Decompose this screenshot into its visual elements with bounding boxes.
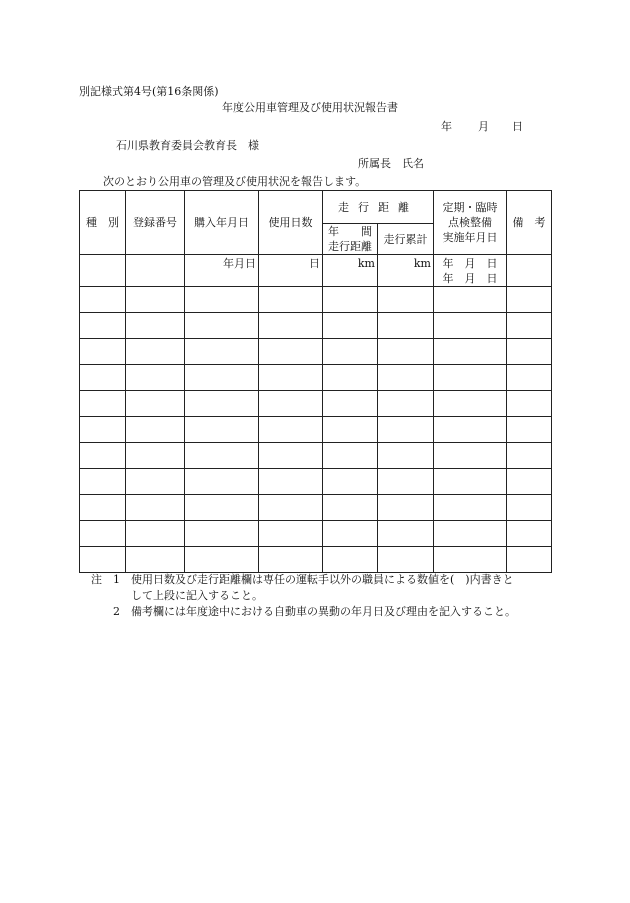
table-row	[80, 391, 552, 417]
table-row	[80, 287, 552, 313]
table-row	[80, 339, 552, 365]
table-row	[80, 417, 552, 443]
unit-annual-km: km	[323, 255, 378, 287]
note-1-line2: して上段に記入すること。	[131, 589, 263, 602]
note-2-line1: 備考欄には年度途中における自動車の異動の年月日及び理由を記入すること。	[131, 605, 516, 618]
header-type: 種 別	[80, 191, 126, 255]
unit-inspection-date-2: 年 月 日	[442, 272, 498, 285]
table-row	[80, 547, 552, 573]
header-annual-distance	[323, 224, 378, 255]
unit-inspection-date-1: 年 月 日	[442, 257, 498, 270]
table-cell	[126, 255, 185, 287]
table-row	[80, 521, 552, 547]
note-1-continuation	[79, 588, 549, 604]
note-label: 注	[91, 573, 102, 586]
intro-text: 次のとおり公用車の管理及び使用状況を報告します。	[103, 175, 367, 188]
table-row	[80, 469, 552, 495]
header-annual-line1: 年 間	[328, 225, 372, 238]
header-registration-number: 登録番号	[126, 191, 185, 255]
header-inspection-line3: 実施年月日	[442, 231, 498, 244]
header-annual-line2: 走行距離	[328, 240, 372, 253]
table-row	[80, 365, 552, 391]
header-cumulative-distance: 走行累計	[378, 224, 434, 255]
note-1-number: 1	[113, 573, 120, 586]
unit-cumulative-km: km	[378, 255, 434, 287]
report-table	[79, 190, 552, 573]
unit-days: 日	[259, 255, 323, 287]
header-inspection-date	[434, 191, 507, 255]
date-day-label: 日	[512, 120, 523, 133]
header-purchase-date: 購入年月日	[185, 191, 259, 255]
unit-inspection-dates	[434, 255, 507, 287]
document-title: 年度公用車管理及び使用状況報告書	[222, 101, 398, 114]
form-number: 別記様式第4号(第16条関係)	[79, 85, 219, 98]
header-distance: 走行距離	[323, 191, 434, 224]
date-year-label: 年	[441, 120, 452, 133]
header-inspection-line2: 点検整備	[448, 216, 492, 229]
header-days-used: 使用日数	[259, 191, 323, 255]
table-row	[80, 255, 552, 287]
header-inspection-line1: 定期・臨時	[442, 201, 498, 214]
table-cell	[507, 255, 552, 287]
date-month-label: 月	[478, 120, 489, 133]
table-row	[80, 495, 552, 521]
note-1	[79, 572, 549, 588]
table-cell	[80, 255, 126, 287]
recipient: 石川県教育委員会教育長 様	[116, 139, 259, 152]
unit-purchase-date: 年月日	[185, 255, 259, 287]
header-remarks: 備 考	[507, 191, 552, 255]
table-row	[80, 313, 552, 339]
sender: 所属長 氏名	[358, 157, 424, 170]
note-2	[79, 604, 549, 620]
table-row	[80, 443, 552, 469]
notes-section	[79, 572, 549, 620]
note-1-line1: 使用日数及び走行距離欄は専任の運転手以外の職員による数値を( )内書きと	[131, 573, 514, 586]
note-2-number: 2	[113, 605, 120, 618]
